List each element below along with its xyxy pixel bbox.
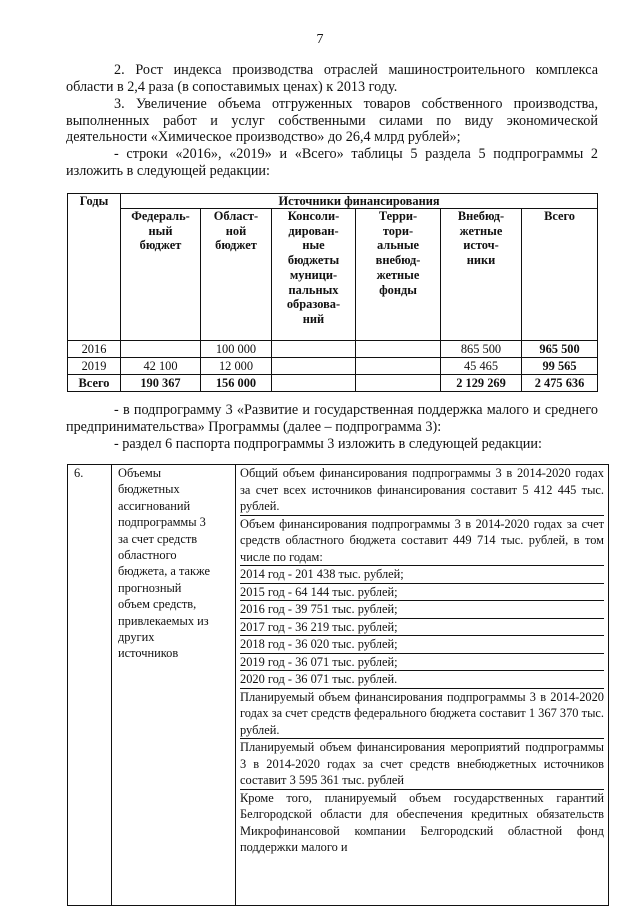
cell-total: 2 475 636 — [522, 375, 598, 392]
content-year-2014: 2014 год - 201 438 тыс. рублей; — [240, 566, 604, 584]
content-guarantees: Кроме того, планируемый объем государственных гарантий Белгородской области для обеспечения кредитных обязательств Микрофинансовой компании Белгородский областной фонд поддержки малого и — [240, 790, 604, 854]
cell-extrabudget: 45 465 — [441, 358, 522, 375]
content-year-2020: 2020 год - 36 071 тыс. рублей. — [240, 671, 604, 689]
cell-municipal — [272, 358, 356, 375]
cell-territorial — [356, 375, 441, 392]
cell-year: 2016 — [68, 341, 121, 358]
content-year-2017: 2017 год - 36 219 тыс. рублей; — [240, 619, 604, 637]
cell-federal: 190 367 — [121, 375, 201, 392]
content-regional-budget: Объем финансирования подпрограммы 3 в 2014-2020 годах за счет средств областного бюджета составит 449 714 тыс. рублей, в том числе по годам: — [240, 516, 604, 567]
row-content — [236, 465, 609, 906]
paragraph-subprogram3: - в подпрограмму 3 «Развитие и государственная поддержка малого и среднего предпринимательства» Программы (далее – подпрограмма 3): — [66, 402, 598, 435]
cell-federal — [121, 341, 201, 358]
cell-regional: 156 000 — [201, 375, 272, 392]
table-row-total — [68, 375, 598, 392]
paragraph-chemical-production: 3. Увеличение объема отгруженных товаров собственного производства, выполненных работ и услуг собственными силами по виду экономической деятельности «Химическое производство» до 26,4 млрд рублей»; — [66, 96, 598, 146]
cell-municipal — [272, 375, 356, 392]
row-number: 6. — [68, 465, 112, 906]
content-federal-budget: Планируемый объем финансирования подпрограммы 3 в 2014-2020 годах за счет средств федерального бюджета составит 1 367 370 тыс. рублей. — [240, 689, 604, 740]
cell-territorial — [356, 341, 441, 358]
header-years: Годы — [68, 194, 121, 341]
cell-total: 965 500 — [522, 341, 598, 358]
header-sources: Источники финансирования — [121, 194, 598, 209]
row-label: Объемы бюджетных ассигнований подпрограммы 3 за счет средств областного бюджета, а также прогнозный объем средств, привлекаемых из других источников — [112, 465, 236, 906]
paragraph-machine-building: 2. Рост индекса производства отраслей машиностроительного комплекса области в 2,4 раза (в сопоставимых ценах) к 2013 году. — [66, 62, 598, 95]
financing-table — [67, 193, 598, 392]
header-total: Всего — [522, 209, 598, 341]
content-year-2019: 2019 год - 36 071 тыс. рублей; — [240, 654, 604, 672]
cell-municipal — [272, 341, 356, 358]
cell-year: Всего — [68, 375, 121, 392]
header-extrabudget: Внебюд- жетные источ- ники — [441, 209, 522, 341]
cell-extrabudget: 2 129 269 — [441, 375, 522, 392]
header-territorial: Терри- тори- альные внебюд- жетные фонды — [356, 209, 441, 341]
cell-regional: 12 000 — [201, 358, 272, 375]
table-row — [68, 341, 598, 358]
cell-extrabudget: 865 500 — [441, 341, 522, 358]
paragraph-table5-rows: - строки «2016», «2019» и «Всего» таблицы 5 раздела 5 подпрограммы 2 изложить в следующей редакции: — [66, 146, 598, 179]
page-number: 7 — [316, 32, 324, 47]
content-extrabudget: Планируемый объем финансирования мероприятий подпрограммы 3 в 2014-2020 годах за счет средств внебюджетных источников составит 3 595 361 тыс. рублей — [240, 739, 604, 790]
content-year-2016: 2016 год - 39 751 тыс. рублей; — [240, 601, 604, 619]
cell-territorial — [356, 358, 441, 375]
cell-regional: 100 000 — [201, 341, 272, 358]
table-row — [68, 358, 598, 375]
cell-total: 99 565 — [522, 358, 598, 375]
cell-federal: 42 100 — [121, 358, 201, 375]
passport-table — [67, 464, 609, 906]
content-year-2018: 2018 год - 36 020 тыс. рублей; — [240, 636, 604, 654]
header-municipal: Консоли- дирован- ные бюджеты муници- пальных образова- ний — [272, 209, 356, 341]
header-federal: Федераль- ный бюджет — [121, 209, 201, 341]
content-total-financing: Общий объем финансирования подпрограммы 3 в 2014-2020 годах за счет всех источников финансирования составит 5 412 445 тыс. рублей. — [240, 465, 604, 516]
paragraph-section6: - раздел 6 паспорта подпрограммы 3 изложить в следующей редакции: — [114, 436, 542, 452]
content-year-2015: 2015 год - 64 144 тыс. рублей; — [240, 584, 604, 602]
header-regional: Област- ной бюджет — [201, 209, 272, 341]
cell-year: 2019 — [68, 358, 121, 375]
